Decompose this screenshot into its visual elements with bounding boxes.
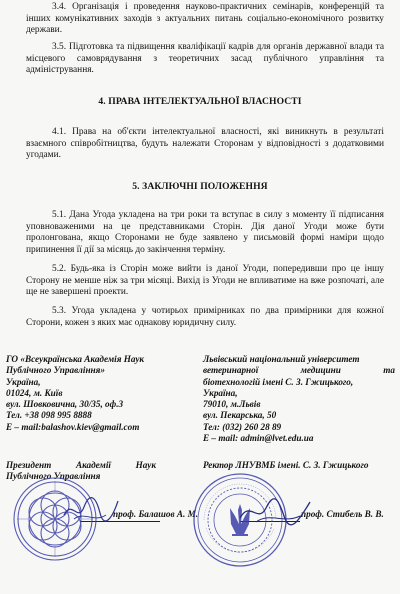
party-left-street: вул. Шовковична, 30/35, оф.3 bbox=[6, 399, 124, 410]
signatory-left-title-4: Публічного Управління bbox=[6, 471, 101, 482]
paragraph-4-1: 4.1. Права на об'єкти інтелектуальної власності, які виникнуть в результаті взаємного співробітництва, будуть належати Сторонам у відповідності з додатковими угодами. bbox=[26, 127, 384, 161]
paragraph-5-3: 5.3. Угода укладена у чотирьох примірниках по два примірники для кожної Сторони, кожен з яких має однакову юридичну силу. bbox=[26, 306, 384, 328]
paragraph-5-2: 5.2. Будь-яка із Сторін може вийти із даної Угоди, попередивши про це іншу Сторону не менше ніж за три місяці. Вихід із Угоди не впливатиме на вже розпочаті, але ще не завершені проекти. bbox=[26, 264, 384, 298]
party-right-name-2a: ветеринарної bbox=[203, 365, 259, 376]
party-left-name-2: Публічного Управління» bbox=[6, 365, 105, 376]
party-left-email: E – mail:balashov.kiev@gmail.com bbox=[6, 421, 140, 432]
paragraph-5-1: 5.1. Дана Угода укладена на три роки та вступає в силу з моменту її підписання уповноваженими на це представниками Сторін. Дія даної Угоди може бути пролонгована, якщо Сторонами не буде заявлено у письмовій формі наміри щодо припинення її дії за місяць до закінчення терміну. bbox=[26, 210, 384, 255]
party-right-name-2c: та bbox=[383, 365, 395, 376]
signatory-left-title-row bbox=[6, 460, 156, 471]
party-right-name-1: Львівський національний університет bbox=[203, 354, 360, 364]
signatory-right-name: проф. Стибель В. В. bbox=[301, 509, 384, 519]
party-left-city: 01024, м. Київ bbox=[6, 387, 63, 398]
party-right-phone: Тел: (032) 260 28 89 bbox=[203, 421, 282, 432]
party-right-details bbox=[203, 354, 395, 444]
party-left-country: Україна, bbox=[6, 376, 41, 387]
signatory-right-title: Ректор ЛНУВМБ імені. С. З. Гжицького bbox=[203, 460, 369, 470]
party-right-name-3: біотехнологій імені С. З. Гжицького, bbox=[203, 376, 354, 387]
signature-right-scribble-icon bbox=[236, 492, 314, 528]
signatory-left-title-3: Наук bbox=[135, 460, 156, 470]
paragraph-3-4: 3.4. Організація і проведення науково-практичних семінарів, конференцій та інших комунікативних заходів з актуальних питань соціально-економічного розвитку держави. bbox=[26, 2, 384, 36]
paragraph-3-5: 3.5. Підготовка та підвищення кваліфікації кадрів для органів державної влади та місцевого самоврядування з теоретичних засад публічного управління та адміністрування. bbox=[26, 42, 384, 76]
signature-left-scribble-icon bbox=[60, 493, 122, 527]
signatory-left-name: проф. Балашов А. М. bbox=[113, 509, 199, 519]
party-left-name-1: ГО «Всеукраїнська Академія Наук bbox=[6, 354, 145, 364]
party-right-name-2b: медицини bbox=[300, 365, 341, 376]
section-heading-4: 4. ПРАВА ІНТЕЛЕКТУАЛЬНОЇ ВЛАСНОСТІ bbox=[98, 96, 302, 107]
signatory-left-title-1: Президент bbox=[6, 460, 52, 470]
party-right-name-2 bbox=[203, 365, 395, 376]
party-right-city: 79010, м.Львів bbox=[203, 399, 261, 410]
party-right-email: E – mail: admin@lvet.edu.ua bbox=[203, 433, 314, 444]
party-right-country: Україна, bbox=[203, 387, 238, 398]
party-left-details bbox=[6, 354, 196, 433]
signatory-left-title-2: Академії bbox=[75, 460, 111, 470]
party-right-street: вул. Пекарська, 50 bbox=[203, 410, 277, 421]
party-left-phone: Тел. +38 098 995 8888 bbox=[6, 410, 92, 421]
section-heading-5: 5. ЗАКЛЮЧНІ ПОЛОЖЕННЯ bbox=[132, 181, 268, 192]
